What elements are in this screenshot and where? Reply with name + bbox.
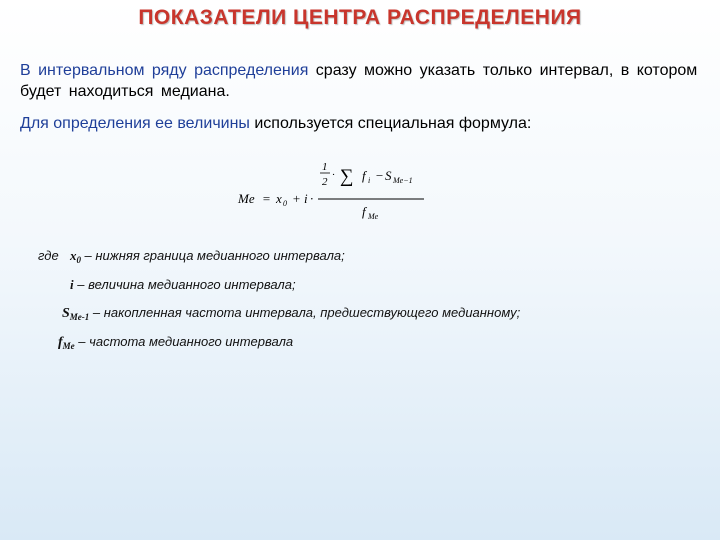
- definition-f: [58, 334, 293, 351]
- formula-equals: =: [262, 191, 271, 206]
- formula-f-sub: i: [368, 176, 371, 185]
- symbol-f-sub: Me: [62, 341, 75, 351]
- formula-f: f: [362, 168, 366, 183]
- formula-dot: ·: [310, 191, 314, 206]
- definition-x0-text: – нижняя граница медианного интервала;: [80, 248, 345, 263]
- definition-s: [62, 305, 520, 322]
- formula-half-num: 1: [322, 161, 328, 173]
- definition-x0: [38, 248, 345, 265]
- intro-paragraph: [20, 60, 700, 102]
- symbol-S-sub: Me-1: [69, 312, 90, 322]
- definition-f-text: – частота медианного интервала: [74, 334, 294, 349]
- formula-minus: −: [375, 168, 384, 183]
- formula-half-den: 2: [322, 176, 328, 188]
- formula-plus: +: [292, 191, 301, 206]
- symbol-x-sub: 0: [76, 255, 81, 265]
- formula-den-sub: Me: [368, 212, 379, 221]
- formula-i: i: [304, 191, 308, 206]
- definition-s-text: – накопленная частота интервала, предшествующего медианному;: [89, 305, 521, 320]
- formula-intro-highlight: Для определения ее величины: [20, 115, 250, 132]
- symbol-x: x: [69, 248, 77, 263]
- intro-highlight: В интервальном ряду распределения: [20, 62, 309, 79]
- formula-intro-rest: используется специальная формула:: [249, 115, 532, 132]
- median-formula: [236, 156, 436, 226]
- symbol-S: S: [62, 306, 70, 321]
- formula-S: S: [385, 168, 392, 183]
- formula-sum: ∑: [340, 166, 354, 187]
- formula-x: x: [276, 191, 282, 206]
- formula-den-f: f: [362, 204, 366, 219]
- formula-x-sub: 0: [283, 199, 287, 208]
- definition-i: [70, 277, 296, 293]
- formula-dot2: ·: [332, 169, 335, 181]
- symbol-f: f: [58, 335, 63, 350]
- definition-i-text: – величина медианного интервала;: [73, 277, 296, 292]
- slide-title: ПОКАЗАТЕЛИ ЦЕНТРА РАСПРЕДЕЛЕНИЯ: [138, 6, 582, 29]
- formula-lhs: Me: [238, 191, 255, 206]
- intro-rest: сразу можно указать только интервал, в котором будет находиться медиана.: [20, 62, 698, 100]
- formula-intro-paragraph: [20, 113, 700, 134]
- symbol-i: i: [70, 277, 74, 292]
- where-label: где: [38, 248, 59, 263]
- formula-S-sub: Me−1: [393, 176, 413, 185]
